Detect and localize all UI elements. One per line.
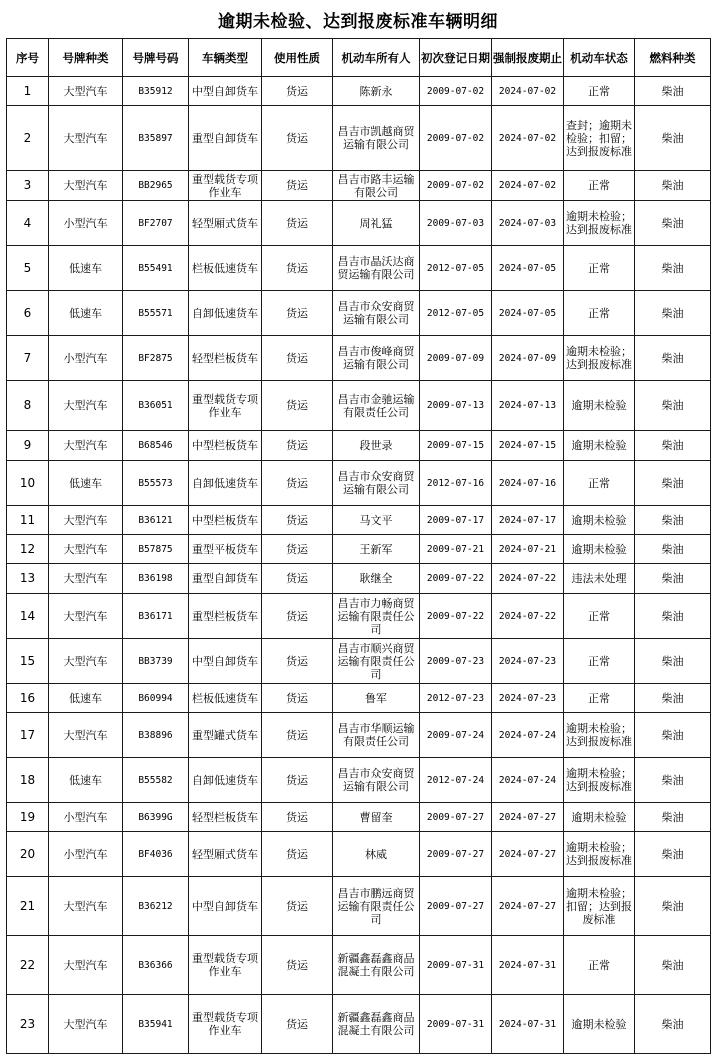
cell-plate-number: BB2965 [123,171,189,201]
cell-seq: 23 [7,995,49,1054]
table-row [7,832,711,877]
cell-vehicle-type: 中型自卸货车 [189,877,262,936]
table-row [7,336,711,381]
cell-scrap-date: 2024-07-02 [492,106,564,171]
cell-owner: 昌吉市顺兴商贸运输有限责任公司 [333,639,420,684]
cell-usage: 货运 [262,639,333,684]
cell-status: 逾期未检验；扣留；达到报废标准 [564,877,635,936]
cell-plate-type: 大型汽车 [49,171,123,201]
cell-register-date: 2009-07-24 [420,713,492,758]
cell-status: 逾期未检验 [564,803,635,832]
cell-scrap-date: 2024-07-05 [492,291,564,336]
cell-vehicle-type: 重型载货专项作业车 [189,936,262,995]
cell-owner: 昌吉市路丰运输有限公司 [333,171,420,201]
cell-scrap-date: 2024-07-23 [492,639,564,684]
cell-owner: 昌吉市晶沃达商贸运输有限公司 [333,246,420,291]
cell-plate-type: 低速车 [49,758,123,803]
cell-owner: 昌吉市金驰运输有限责任公司 [333,381,420,431]
cell-fuel: 柴油 [635,832,711,877]
cell-owner: 林威 [333,832,420,877]
cell-owner: 耿继全 [333,564,420,594]
cell-vehicle-type: 重型载货专项作业车 [189,381,262,431]
cell-register-date: 2009-07-23 [420,639,492,684]
cell-fuel: 柴油 [635,77,711,106]
cell-plate-type: 大型汽车 [49,594,123,639]
cell-vehicle-type: 中型自卸货车 [189,639,262,684]
cell-usage: 货运 [262,201,333,246]
cell-seq: 5 [7,246,49,291]
cell-scrap-date: 2024-07-15 [492,431,564,461]
cell-status: 正常 [564,171,635,201]
page-title: 逾期未检验、达到报废标准车辆明细 [218,11,498,32]
cell-scrap-date: 2024-07-27 [492,832,564,877]
cell-register-date: 2012-07-23 [420,684,492,713]
cell-usage: 货运 [262,431,333,461]
cell-usage: 货运 [262,936,333,995]
cell-scrap-date: 2024-07-24 [492,758,564,803]
cell-plate-number: B36171 [123,594,189,639]
table-row [7,201,711,246]
cell-register-date: 2012-07-24 [420,758,492,803]
cell-owner: 昌吉市凯越商贸运输有限公司 [333,106,420,171]
cell-usage: 货运 [262,758,333,803]
cell-fuel: 柴油 [635,535,711,564]
table-row [7,77,711,106]
cell-fuel: 柴油 [635,431,711,461]
column-header-seq: 序号 [7,39,49,77]
cell-plate-type: 小型汽车 [49,201,123,246]
column-header-usage: 使用性质 [262,39,333,77]
cell-vehicle-type: 中型栏板货车 [189,431,262,461]
column-header-register-date: 初次登记日期 [420,39,492,77]
cell-plate-number: B68546 [123,431,189,461]
cell-scrap-date: 2024-07-22 [492,564,564,594]
cell-plate-number: B36051 [123,381,189,431]
cell-fuel: 柴油 [635,803,711,832]
cell-usage: 货运 [262,77,333,106]
cell-status: 逾期未检验 [564,506,635,535]
cell-plate-type: 低速车 [49,291,123,336]
table-row [7,639,711,684]
cell-plate-type: 低速车 [49,461,123,506]
cell-fuel: 柴油 [635,381,711,431]
cell-plate-number: B55491 [123,246,189,291]
cell-plate-type: 大型汽车 [49,713,123,758]
cell-scrap-date: 2024-07-31 [492,936,564,995]
cell-seq: 4 [7,201,49,246]
cell-fuel: 柴油 [635,713,711,758]
cell-vehicle-type: 重型罐式货车 [189,713,262,758]
cell-vehicle-type: 栏板低速货车 [189,684,262,713]
column-header-status: 机动车状态 [564,39,635,77]
table-row [7,381,711,431]
cell-seq: 20 [7,832,49,877]
cell-usage: 货运 [262,461,333,506]
table-row [7,246,711,291]
table-row [7,713,711,758]
cell-status: 正常 [564,461,635,506]
cell-seq: 8 [7,381,49,431]
header-row [7,39,711,77]
column-header-plate-number: 号牌号码 [123,39,189,77]
cell-plate-number: BF2875 [123,336,189,381]
cell-plate-type: 大型汽车 [49,995,123,1054]
cell-seq: 16 [7,684,49,713]
cell-register-date: 2012-07-05 [420,291,492,336]
column-header-owner: 机动车所有人 [333,39,420,77]
cell-register-date: 2012-07-05 [420,246,492,291]
cell-fuel: 柴油 [635,564,711,594]
table-row [7,535,711,564]
cell-seq: 21 [7,877,49,936]
cell-register-date: 2012-07-16 [420,461,492,506]
cell-plate-number: B36366 [123,936,189,995]
cell-usage: 货运 [262,564,333,594]
cell-plate-type: 小型汽车 [49,803,123,832]
cell-plate-type: 大型汽车 [49,506,123,535]
cell-vehicle-type: 重型载货专项作业车 [189,995,262,1054]
cell-scrap-date: 2024-07-16 [492,461,564,506]
cell-status: 逾期未检验；达到报废标准 [564,336,635,381]
cell-plate-number: BF2707 [123,201,189,246]
cell-fuel: 柴油 [635,877,711,936]
cell-register-date: 2009-07-21 [420,535,492,564]
cell-register-date: 2009-07-22 [420,564,492,594]
cell-scrap-date: 2024-07-27 [492,877,564,936]
table-row [7,877,711,936]
cell-seq: 11 [7,506,49,535]
cell-vehicle-type: 自卸低速货车 [189,758,262,803]
cell-scrap-date: 2024-07-13 [492,381,564,431]
cell-owner: 段世录 [333,431,420,461]
cell-status: 正常 [564,77,635,106]
cell-vehicle-type: 栏板低速货车 [189,246,262,291]
cell-plate-number: B55573 [123,461,189,506]
table-row [7,936,711,995]
cell-plate-type: 大型汽车 [49,936,123,995]
cell-status: 逾期未检验 [564,381,635,431]
vehicle-table [6,38,711,1054]
cell-vehicle-type: 轻型厢式货车 [189,832,262,877]
cell-status: 逾期未检验；达到报废标准 [564,201,635,246]
cell-scrap-date: 2024-07-09 [492,336,564,381]
cell-seq: 22 [7,936,49,995]
table-row [7,506,711,535]
table-row [7,594,711,639]
cell-usage: 货运 [262,336,333,381]
cell-plate-number: B60994 [123,684,189,713]
cell-plate-number: B36198 [123,564,189,594]
table-row [7,291,711,336]
cell-plate-number: B35941 [123,995,189,1054]
cell-plate-type: 小型汽车 [49,336,123,381]
cell-usage: 货运 [262,535,333,564]
cell-register-date: 2009-07-27 [420,877,492,936]
cell-plate-type: 低速车 [49,246,123,291]
cell-fuel: 柴油 [635,201,711,246]
cell-scrap-date: 2024-07-03 [492,201,564,246]
cell-plate-type: 大型汽车 [49,106,123,171]
cell-register-date: 2009-07-27 [420,832,492,877]
cell-seq: 7 [7,336,49,381]
cell-vehicle-type: 重型栏板货车 [189,594,262,639]
cell-status: 逾期未检验；达到报废标准 [564,713,635,758]
cell-plate-number: BB3739 [123,639,189,684]
cell-owner: 昌吉市华顺运输有限责任公司 [333,713,420,758]
cell-plate-number: B36121 [123,506,189,535]
cell-seq: 1 [7,77,49,106]
cell-usage: 货运 [262,803,333,832]
table-row [7,461,711,506]
cell-register-date: 2009-07-09 [420,336,492,381]
cell-status: 正常 [564,936,635,995]
cell-scrap-date: 2024-07-21 [492,535,564,564]
cell-plate-type: 大型汽车 [49,877,123,936]
table-row [7,758,711,803]
cell-register-date: 2009-07-17 [420,506,492,535]
cell-status: 逾期未检验 [564,535,635,564]
column-header-fuel: 燃料种类 [635,39,711,77]
cell-usage: 货运 [262,995,333,1054]
cell-fuel: 柴油 [635,291,711,336]
cell-vehicle-type: 轻型厢式货车 [189,201,262,246]
cell-plate-type: 大型汽车 [49,564,123,594]
cell-plate-number: B57875 [123,535,189,564]
cell-seq: 17 [7,713,49,758]
cell-fuel: 柴油 [635,684,711,713]
table-row [7,684,711,713]
cell-fuel: 柴油 [635,758,711,803]
cell-owner: 昌吉市力畅商贸运输有限责任公司 [333,594,420,639]
cell-seq: 13 [7,564,49,594]
cell-fuel: 柴油 [635,594,711,639]
cell-plate-type: 大型汽车 [49,535,123,564]
cell-usage: 货运 [262,246,333,291]
cell-status: 逾期未检验 [564,431,635,461]
cell-seq: 6 [7,291,49,336]
cell-plate-number: B38896 [123,713,189,758]
cell-seq: 9 [7,431,49,461]
cell-plate-number: B35897 [123,106,189,171]
cell-register-date: 2009-07-31 [420,995,492,1054]
cell-plate-type: 大型汽车 [49,77,123,106]
cell-usage: 货运 [262,291,333,336]
cell-fuel: 柴油 [635,995,711,1054]
cell-usage: 货运 [262,877,333,936]
cell-register-date: 2009-07-13 [420,381,492,431]
cell-fuel: 柴油 [635,171,711,201]
cell-scrap-date: 2024-07-17 [492,506,564,535]
cell-fuel: 柴油 [635,506,711,535]
column-header-plate-type: 号牌种类 [49,39,123,77]
cell-vehicle-type: 重型自卸货车 [189,106,262,171]
cell-status: 逾期未检验；达到报废标准 [564,758,635,803]
cell-status: 逾期未检验 [564,995,635,1054]
cell-status: 正常 [564,594,635,639]
cell-scrap-date: 2024-07-22 [492,594,564,639]
cell-seq: 3 [7,171,49,201]
cell-status: 查封；逾期未检验；扣留；达到报废标准 [564,106,635,171]
cell-scrap-date: 2024-07-02 [492,77,564,106]
cell-plate-number: BF4036 [123,832,189,877]
cell-seq: 19 [7,803,49,832]
cell-vehicle-type: 中型自卸货车 [189,77,262,106]
cell-owner: 昌吉市俊峰商贸运输有限公司 [333,336,420,381]
cell-seq: 15 [7,639,49,684]
cell-status: 正常 [564,684,635,713]
cell-scrap-date: 2024-07-23 [492,684,564,713]
cell-register-date: 2009-07-03 [420,201,492,246]
table-row [7,564,711,594]
cell-register-date: 2009-07-27 [420,803,492,832]
cell-plate-type: 大型汽车 [49,639,123,684]
cell-vehicle-type: 轻型栏板货车 [189,336,262,381]
table-row [7,171,711,201]
cell-owner: 新疆鑫磊鑫商品混凝土有限公司 [333,936,420,995]
cell-register-date: 2009-07-22 [420,594,492,639]
cell-owner: 昌吉市众安商贸运输有限公司 [333,461,420,506]
cell-usage: 货运 [262,594,333,639]
cell-plate-number: B36212 [123,877,189,936]
cell-status: 正常 [564,246,635,291]
cell-vehicle-type: 重型平板货车 [189,535,262,564]
cell-owner: 陈新永 [333,77,420,106]
table-row [7,803,711,832]
cell-vehicle-type: 自卸低速货车 [189,291,262,336]
column-header-vehicle-type: 车辆类型 [189,39,262,77]
cell-fuel: 柴油 [635,246,711,291]
cell-owner: 昌吉市鹏远商贸运输有限责任公司 [333,877,420,936]
cell-seq: 18 [7,758,49,803]
cell-plate-type: 大型汽车 [49,431,123,461]
cell-plate-number: B55582 [123,758,189,803]
cell-register-date: 2009-07-02 [420,77,492,106]
cell-usage: 货运 [262,684,333,713]
cell-status: 正常 [564,291,635,336]
cell-plate-type: 大型汽车 [49,381,123,431]
cell-vehicle-type: 重型载货专项作业车 [189,171,262,201]
cell-status: 逾期未检验；达到报废标准 [564,832,635,877]
cell-fuel: 柴油 [635,461,711,506]
column-header-scrap-date: 强制报废期止 [492,39,564,77]
cell-usage: 货运 [262,832,333,877]
cell-status: 违法未处理 [564,564,635,594]
cell-plate-number: B6399G [123,803,189,832]
cell-scrap-date: 2024-07-24 [492,713,564,758]
cell-vehicle-type: 自卸低速货车 [189,461,262,506]
cell-scrap-date: 2024-07-02 [492,171,564,201]
cell-vehicle-type: 重型自卸货车 [189,564,262,594]
cell-owner: 鲁军 [333,684,420,713]
cell-plate-type: 小型汽车 [49,832,123,877]
cell-scrap-date: 2024-07-05 [492,246,564,291]
cell-seq: 10 [7,461,49,506]
cell-seq: 14 [7,594,49,639]
cell-owner: 曹留奎 [333,803,420,832]
cell-scrap-date: 2024-07-31 [492,995,564,1054]
cell-seq: 2 [7,106,49,171]
cell-fuel: 柴油 [635,936,711,995]
cell-register-date: 2009-07-15 [420,431,492,461]
cell-register-date: 2009-07-31 [420,936,492,995]
cell-usage: 货运 [262,381,333,431]
cell-plate-number: B35912 [123,77,189,106]
table-row [7,106,711,171]
cell-owner: 王新军 [333,535,420,564]
cell-owner: 周礼猛 [333,201,420,246]
cell-plate-type: 低速车 [49,684,123,713]
cell-usage: 货运 [262,713,333,758]
cell-owner: 新疆鑫磊鑫商品混凝土有限公司 [333,995,420,1054]
cell-usage: 货运 [262,171,333,201]
cell-owner: 马文平 [333,506,420,535]
table-body [7,77,711,1054]
cell-vehicle-type: 中型栏板货车 [189,506,262,535]
cell-fuel: 柴油 [635,336,711,381]
cell-register-date: 2009-07-02 [420,106,492,171]
cell-seq: 12 [7,535,49,564]
table-row [7,431,711,461]
cell-vehicle-type: 轻型栏板货车 [189,803,262,832]
cell-register-date: 2009-07-02 [420,171,492,201]
cell-usage: 货运 [262,106,333,171]
cell-scrap-date: 2024-07-27 [492,803,564,832]
table-row [7,995,711,1054]
cell-plate-number: B55571 [123,291,189,336]
cell-usage: 货运 [262,506,333,535]
cell-fuel: 柴油 [635,106,711,171]
cell-owner: 昌吉市众安商贸运输有限公司 [333,291,420,336]
cell-owner: 昌吉市众安商贸运输有限公司 [333,758,420,803]
cell-status: 正常 [564,639,635,684]
cell-fuel: 柴油 [635,639,711,684]
